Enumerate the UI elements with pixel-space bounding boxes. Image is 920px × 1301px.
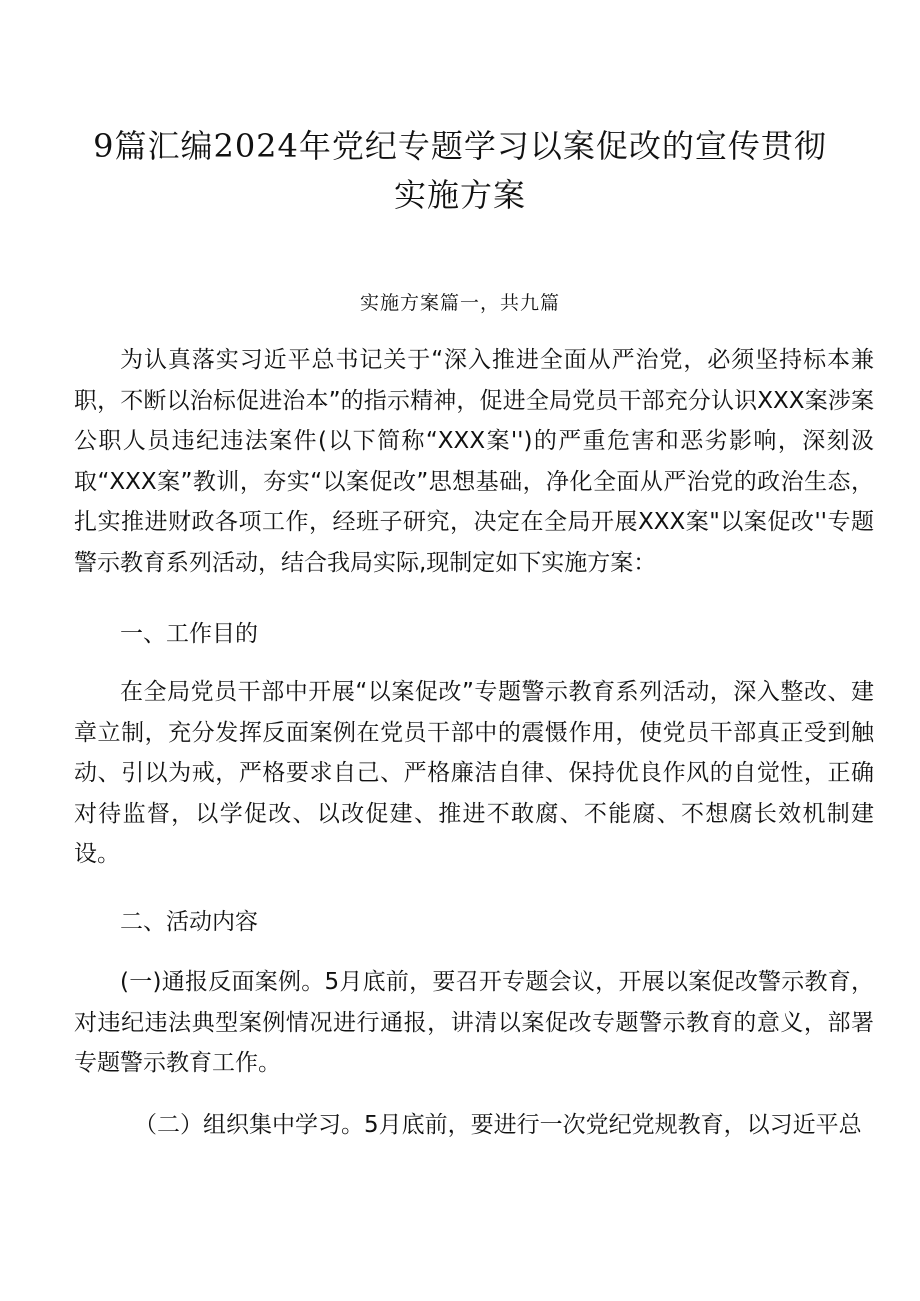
document-title-line-1: 9篇汇编2024年党纪专题学习以案促改的宣传贯彻 [93,127,827,165]
section-heading-purpose: 一、工作目的 [120,621,258,647]
activity-item-1: (一)通报反面案例。5月底前，要召开专题会议，开展以案促改警示教育，对违纪违法典型案例情况进行通报，讲清以案促改专题警示教育的意义，部署专题警示教育工作。 [74,969,874,1076]
activity-item-2: （二）组织集中学习。5月底前，要进行一次党纪党规教育，以习近平总 [134,1112,862,1138]
document-title-line-2: 实施方案 [393,176,526,214]
intro-paragraph: 为认真落实习近平总书记关于“深入推进全面从严治党，必须坚持标本兼职，不断以治标促进治本”的指示精神，促进全局党员干部充分认识XXX案涉案公职人员违纪违法案件(以下简称“XXX案'')的严重危害和恶劣影响，深刻汲取“XXX案”教训，夯实“以案促改”思想基础，净化全面从严治党的政治生态，扎实推进财政各项工作，经班子研究，决定在全局开展XXX案"以案促改''专题警示教育系列活动，结合我局实际,现制定如下实施方案： [74,347,874,576]
document-subtitle: 实施方案篇一，共九篇 [359,292,560,314]
purpose-paragraph: 在全局党员干部中开展“以案促改”专题警示教育系列活动，深入整改、建章立制，充分发挥反面案例在党员干部中的震慑作用，使党员干部真正受到触动、引以为戒，严格要求自己、严格廉洁自律、保持优良作风的自觉性，正确对待监督，以学促改、以改促建、推进不敢腐、不能腐、不想腐长效机制建设。 [74,679,874,867]
section-heading-activities: 二、活动内容 [120,909,258,935]
